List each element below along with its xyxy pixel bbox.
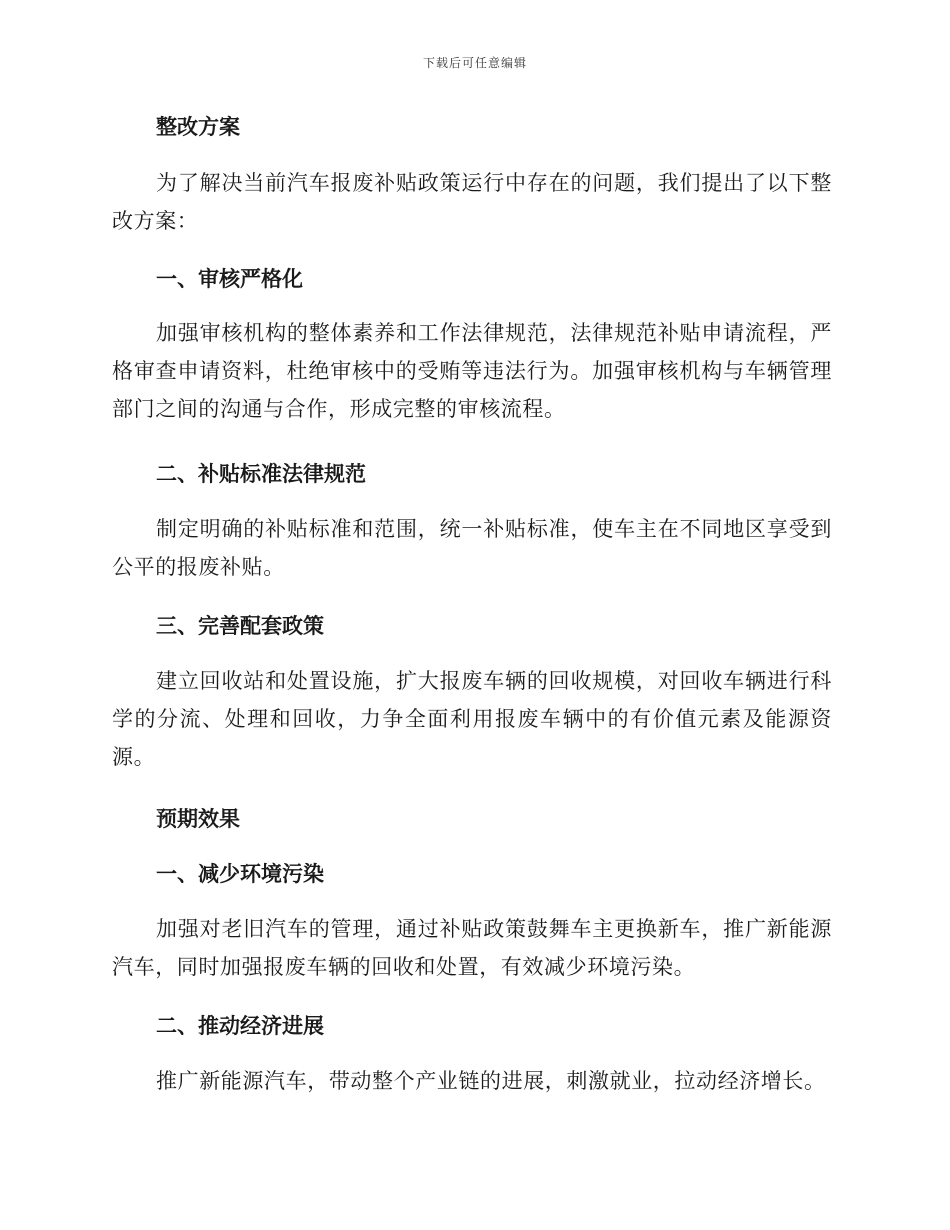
item2-heading: 二、补贴标准法律规范 bbox=[156, 461, 366, 486]
page-header-note: 下载后可任意编辑 bbox=[422, 56, 527, 70]
effect1-paragraph: 加强对老旧汽车的管理，通过补贴政策鼓舞车主更换新车，推广新能源汽车，同时加强报废车辆的回收和处置，有效减少环境污染。 bbox=[112, 917, 832, 979]
effect2-heading: 二、推动经济进展 bbox=[156, 1013, 324, 1038]
intro-paragraph: 为了解决当前汽车报废补贴政策运行中存在的问题，我们提出了以下整改方案： bbox=[112, 171, 832, 233]
item1-paragraph: 加强审核机构的整体素养和工作法律规范，法律规范补贴申请流程，严格审查申请资料，杜绝审核中的受贿等违法行为。加强审核机构与车辆管理部门之间的沟通与合作，形成完整的审核流程。 bbox=[112, 321, 832, 421]
item3-heading: 三、完善配套政策 bbox=[156, 613, 324, 638]
item3-paragraph: 建立回收站和处置设施，扩大报废车辆的回收规模，对回收车辆进行科学的分流、处理和回收，力争全面利用报废车辆中的有价值元素及能源资源。 bbox=[112, 669, 832, 769]
effect1-heading: 一、减少环境污染 bbox=[156, 861, 324, 886]
effect-title: 预期效果 bbox=[156, 806, 240, 831]
effect2-paragraph: 推广新能源汽车，带动整个产业链的进展，刺激就业，拉动经济增长。 bbox=[156, 1069, 826, 1093]
item1-heading: 一、审核严格化 bbox=[156, 266, 303, 291]
item2-paragraph: 制定明确的补贴标准和范围，统一补贴标准，使车主在不同地区享受到公平的报废补贴。 bbox=[112, 517, 832, 579]
plan-title: 整改方案 bbox=[156, 114, 240, 139]
